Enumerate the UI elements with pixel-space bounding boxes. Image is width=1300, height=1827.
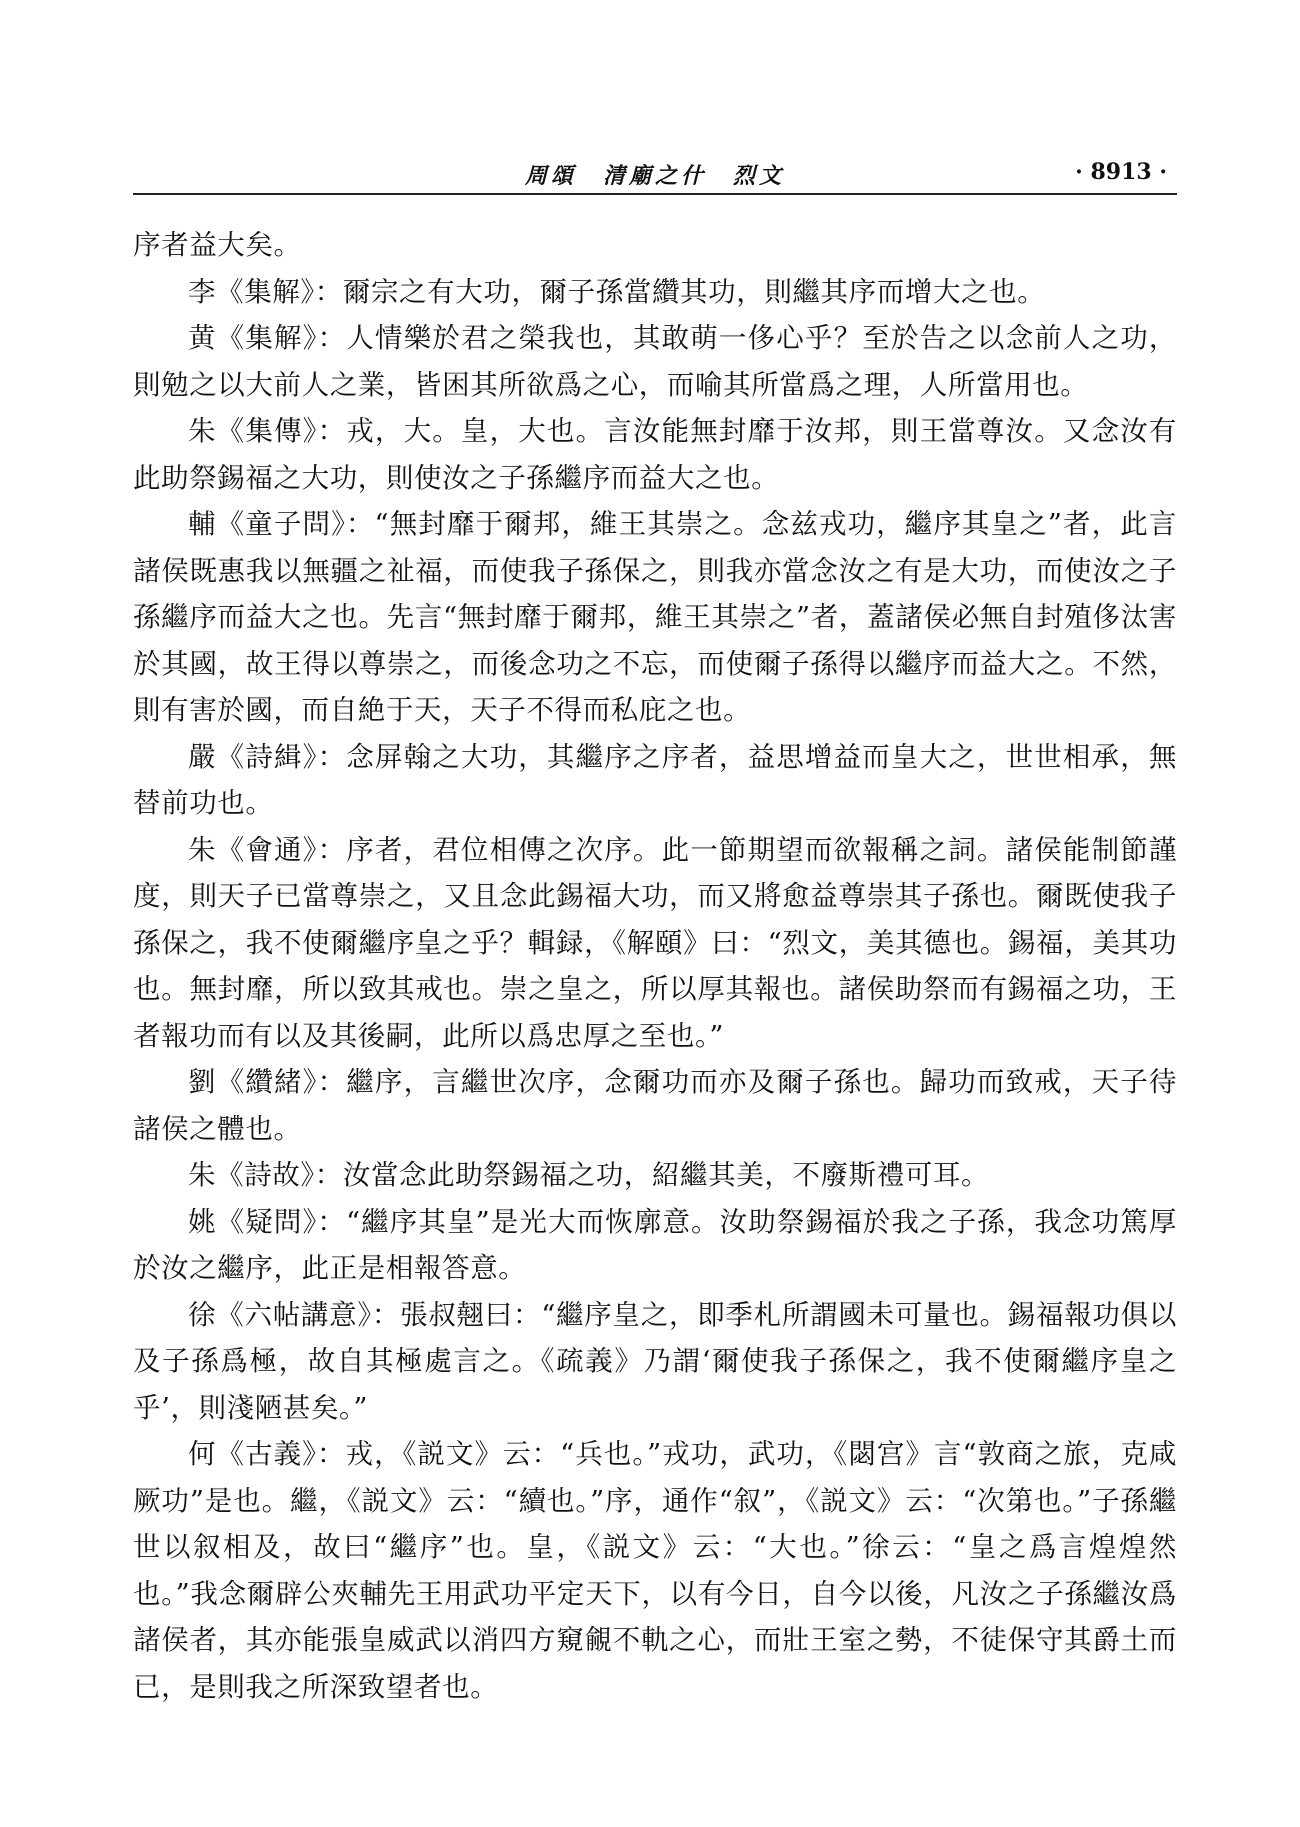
paragraph-fu-tongziwen: 輔《童子問》：“無封靡于爾邦，維王其崇之。念兹戎功，繼序其皇之”者，此言諸侯既惠我以無疆之祉福，而使我子孫保之，則我亦當念汝之有是大功，而使汝之子孫繼序而益大之也。先言“無封靡于爾邦，維王其崇之”者，蓋諸侯必無自封殖侈汰害於其國，故王得以尊崇之，而後念功之不忘，而使爾子孫得以繼序而益大之。不然，則有害於國，而自絶于天，天子不得而私庇之也。 bbox=[133, 508, 1177, 726]
page-header bbox=[133, 155, 1177, 195]
paragraph-zhu-huitong: 朱《會通》：序者，君位相傳之次序。此一節期望而欲報稱之詞。諸侯能制節謹度，則天子已當尊崇之，又且念此錫福大功，而又將愈益尊崇其子孫也。爾既使我子孫保之，我不使爾繼序皇之乎？輯録，《解頤》曰：“烈文，美其德也。錫福，美其功也。無封靡，所以致其戒也。崇之皇之，所以厚其報也。諸侯助祭而有錫福之功，王者報功而有以及其後嗣，此所以爲忠厚之至也。” bbox=[133, 833, 1177, 1052]
paragraph-yan-shiji: 嚴《詩緝》：念屏翰之大功，其繼序之序者，益思增益而皇大之，世世相承，無替前功也。 bbox=[133, 740, 1177, 819]
paragraph-liu-zuanxu: 劉《纘緒》：繼序，言繼世次序，念爾功而亦及爾子孫也。歸功而致戒，天子待諸侯之體也。 bbox=[133, 1066, 1177, 1145]
page-number: · 8913 · bbox=[1075, 159, 1167, 185]
paragraph-xu-liutie: 徐《六帖講意》：張叔翹曰：“繼序皇之，即季札所謂國未可量也。錫福報功俱以及子孫爲極，故自其極處言之。《疏義》乃謂‘爾使我子孫保之，我不使爾繼序皇之乎’，則淺陋甚矣。” bbox=[133, 1298, 1177, 1424]
paragraph-li-jijie: 李《集解》：爾宗之有大功，爾子孫當纘其功，則繼其序而增大之也。 bbox=[188, 275, 1046, 308]
paragraph-huang-jijie: 黄《集解》：人情樂於君之榮我也，其敢萌一侈心乎？至於告之以念前人之功，則勉之以大前人之業，皆困其所欲爲之心，而喻其所當爲之理，人所當用也。 bbox=[133, 322, 1177, 401]
body-text bbox=[133, 222, 1177, 1710]
paragraph-continuation: 序者益大矣。 bbox=[133, 229, 302, 261]
paragraph-zhu-shigu: 朱《詩故》：汝當念此助祭錫福之功，紹繼其美，不廢斯禮可耳。 bbox=[188, 1159, 990, 1191]
running-title: 周頌 清廟之什 烈文 bbox=[524, 163, 785, 189]
paragraph-zhu-jizhuan: 朱《集傳》：戎，大。皇，大也。言汝能無封靡于汝邦，則王當尊汝。又念汝有此助祭錫福之大功，則使汝之子孫繼序而益大之也。 bbox=[133, 415, 1177, 494]
paragraph-he-guyi: 何《古義》：戎，《説文》云：“兵也。”戎功，武功，《閟宫》言“敦商之旅，克咸厥功”是也。繼，《説文》云：“續也。”序，通作“叙”，《説文》云：“次第也。”子孫繼世以叙相及，故曰“繼序”也。皇，《説文》云：“大也。”徐云：“皇之爲言煌煌然也。”我念爾辟公夾輔先王用武功平定天下，以有今日，自今以後，凡汝之子孫繼汝爲諸侯者，其亦能張皇威武以消四方窺覦不軌之心，而壯王室之勢，不徒保守其爵土而已，是則我之所深致望者也。 bbox=[133, 1438, 1177, 1703]
paragraph-yao-yiwen: 姚《疑問》：“繼序其皇”是光大而恢廓意。汝助祭錫福於我之子孫，我念功篤厚於汝之繼序，此正是相報答意。 bbox=[133, 1205, 1177, 1284]
